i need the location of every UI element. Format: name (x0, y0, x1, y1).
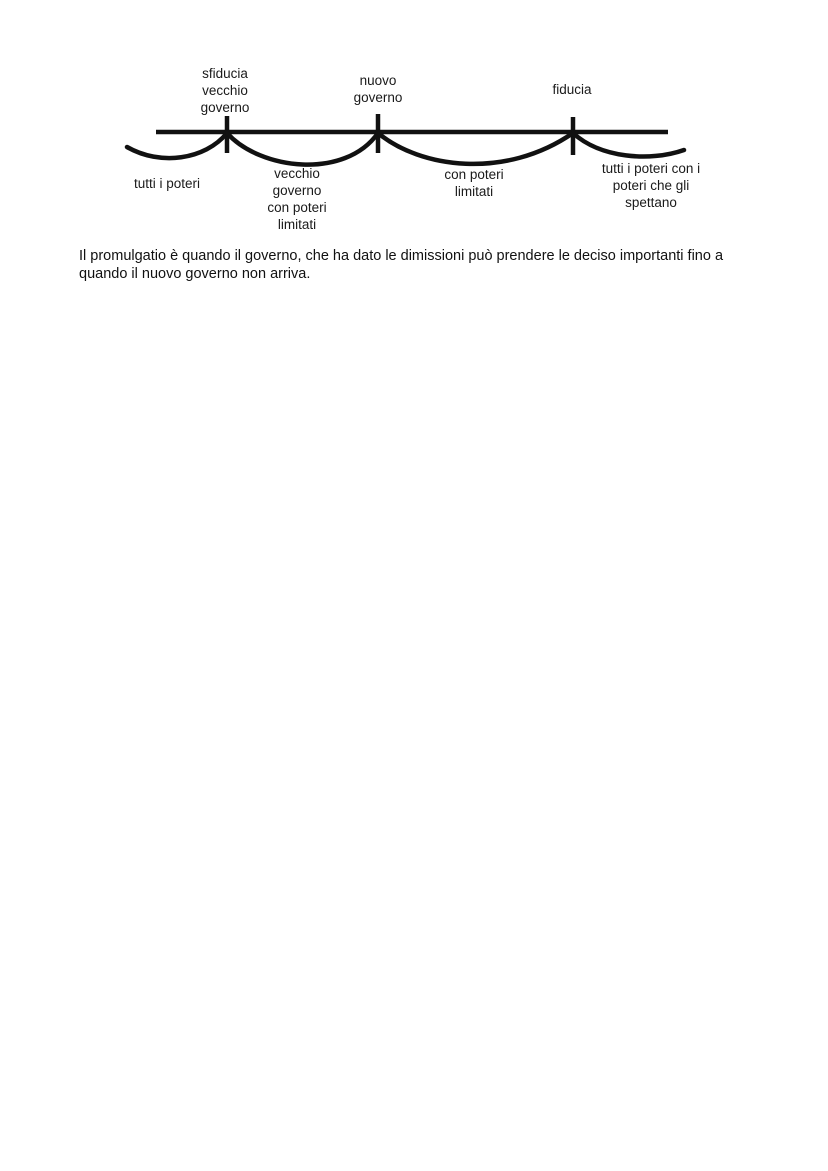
timeline-graphic (0, 0, 828, 240)
label-nuovo-governo: nuovo governo (353, 73, 403, 105)
arc-period-2 (227, 133, 378, 165)
explanation-paragraph: Il promulgatio è quando il governo, che ha dato le dimissioni può prendere le deciso importanti fino a quando il nuovo governo non arriva. (79, 248, 724, 282)
label-tutti-i-poteri: tutti i poteri (133, 176, 201, 191)
label-tutti-i-poteri-spettano: tutti i poteri con i poteri che gli spettano (601, 161, 701, 210)
label-con-poteri-limitati: con poteri limitati (444, 167, 504, 199)
label-sfiducia-vecchio-governo: sfiducia vecchio governo (200, 66, 250, 115)
arc-period-4 (573, 133, 684, 157)
arc-period-3 (378, 133, 573, 164)
label-fiducia: fiducia (552, 82, 592, 97)
arc-period-1 (127, 133, 227, 158)
timeline-diagram (0, 0, 828, 240)
label-vecchio-governo-poteri-limitati: vecchio governo con poteri limitati (267, 166, 327, 232)
